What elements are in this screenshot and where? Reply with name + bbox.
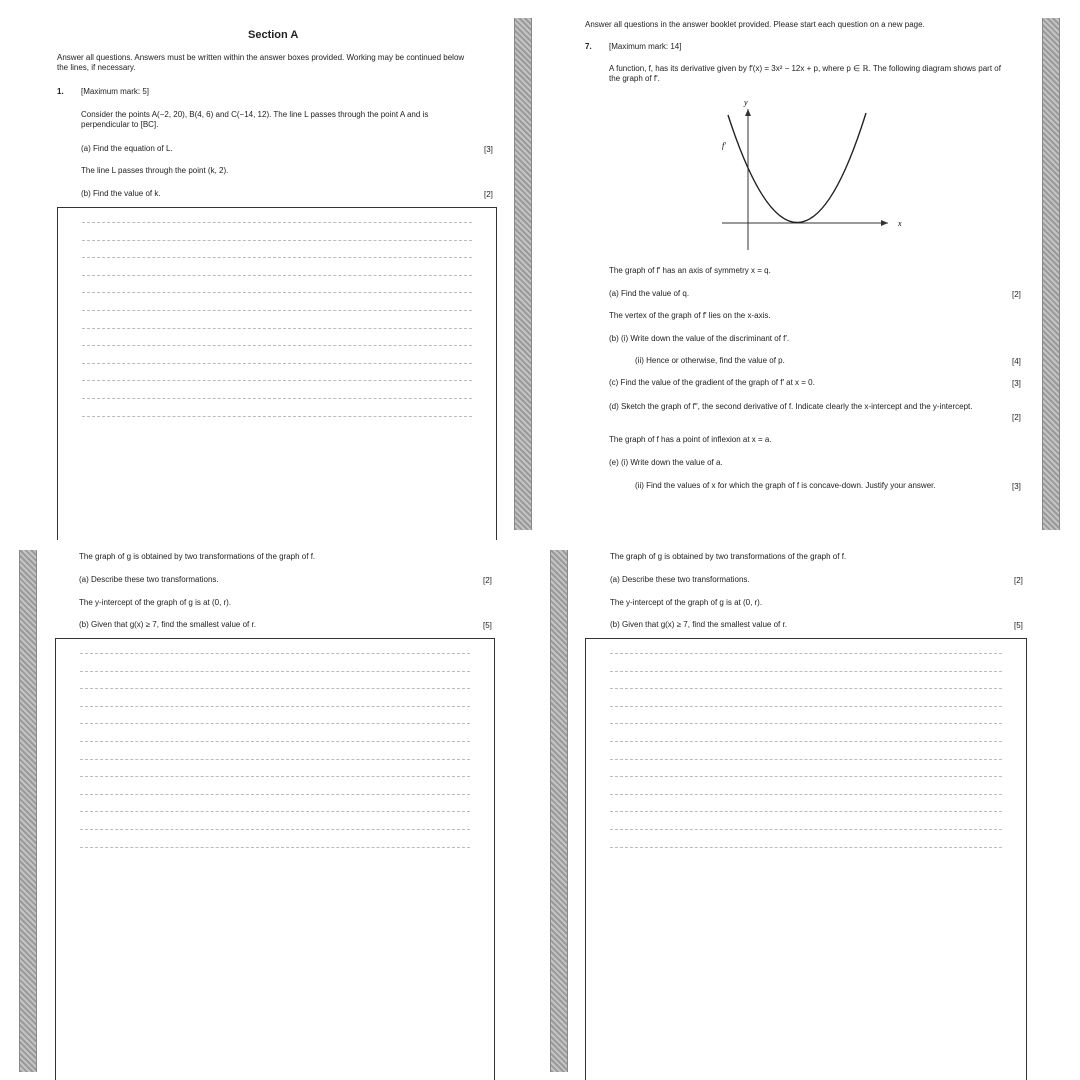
part-b-ii: (ii) Hence or otherwise, find the value of p.: [635, 356, 785, 365]
question-intro: A function, f, has its derivative given by f′(x) = 3x² − 12x + p, where p ∈ ℝ. The following diagram shows part of the graph of f′.: [609, 64, 1001, 83]
part-b-mark: [4]: [1012, 357, 1021, 366]
answer-lines: [610, 653, 1002, 864]
part-a: (a) Find the equation of L.: [81, 144, 173, 153]
y-axis-label: y: [744, 98, 748, 107]
answer-box[interactable]: [55, 638, 495, 1080]
inflexion-text: The graph of f has a point of inflexion at x = a.: [609, 435, 772, 444]
part-c: (c) Find the value of the gradient of the graph of f′ at x = 0.: [609, 378, 815, 387]
instructions: Answer all questions in the answer booklet provided. Please start each question on a new page.: [585, 20, 925, 29]
instructions: Answer all questions. Answers must be written within the answer boxes provided. Working may be continued below the lines, if necessary.: [57, 53, 465, 72]
part-a-mark: [3]: [484, 145, 493, 154]
question-intro: The graph of g is obtained by two transformations of the graph of f.: [79, 552, 316, 561]
part-b-mark: [5]: [483, 621, 492, 630]
part-a-mark: [2]: [1012, 290, 1021, 299]
y-axis-arrow: [745, 109, 751, 116]
f-prime-curve: [728, 113, 866, 223]
symmetry-text: The graph of f′ has an axis of symmetry x = q.: [609, 266, 771, 275]
answer-lines: [82, 222, 472, 433]
y-intercept-text: The y-intercept of the graph of g is at (0, r).: [79, 598, 232, 607]
question-max-mark: [Maximum mark: 14]: [609, 42, 682, 51]
curve-label: f′: [722, 141, 726, 150]
part-a-mark: [2]: [483, 576, 492, 585]
exam-page-top-right: [540, 0, 1080, 540]
exam-page-bottom-right: [540, 540, 1080, 1080]
exam-page-top-left: [0, 0, 540, 540]
question-intro: Consider the points A(−2, 20), B(4, 6) and C(−14, 12). The line L passes through the point A and is perpendicular to [BC].: [81, 110, 429, 129]
y-intercept-text: The y-intercept of the graph of g is at (0, r).: [610, 598, 763, 607]
part-e-ii: (ii) Find the values of x for which the graph of f is concave-down. Justify your answer.: [635, 481, 936, 490]
part-d: (d) Sketch the graph of f″, the second derivative of f. Indicate clearly the x-intercept and the y-intercept.: [609, 402, 973, 411]
part-b: (b) Find the value of k.: [81, 189, 161, 198]
page-edge-strip: [19, 550, 37, 1072]
part-intro: The line L passes through the point (k, 2).: [81, 166, 229, 175]
x-axis-label: x: [898, 219, 902, 228]
exam-page-bottom-left: [0, 540, 540, 1080]
part-a-mark: [2]: [1014, 576, 1023, 585]
question-number: 1.: [57, 87, 64, 96]
answer-lines: [80, 653, 470, 864]
part-b: (b) Given that g(x) ≥ 7, find the smallest value of r.: [610, 620, 787, 629]
question-number: 7.: [585, 42, 592, 51]
vertex-text: The vertex of the graph of f′ lies on the x-axis.: [609, 311, 771, 320]
part-e-i: (e) (i) Write down the value of a.: [609, 458, 723, 467]
section-title: Section A: [248, 29, 299, 41]
part-a: (a) Describe these two transformations.: [610, 575, 750, 584]
x-axis-arrow: [881, 220, 888, 226]
question-max-mark: [Maximum mark: 5]: [81, 87, 150, 96]
page-edge-strip: [514, 18, 532, 530]
question-intro: The graph of g is obtained by two transformations of the graph of f.: [610, 552, 847, 561]
answer-box[interactable]: [585, 638, 1027, 1080]
part-a: (a) Find the value of q.: [609, 289, 690, 298]
part-b-mark: [5]: [1014, 621, 1023, 630]
page-edge-strip: [550, 550, 568, 1072]
part-c-mark: [3]: [1012, 379, 1021, 388]
part-a: (a) Describe these two transformations.: [79, 575, 219, 584]
answer-box[interactable]: [57, 207, 497, 540]
part-b-mark: [2]: [484, 190, 493, 199]
part-b: (b) Given that g(x) ≥ 7, find the smallest value of r.: [79, 620, 256, 629]
part-d-mark: [2]: [1012, 413, 1021, 422]
part-e-mark: [3]: [1012, 482, 1021, 491]
page-edge-strip: [1042, 18, 1060, 530]
derivative-graph: [710, 95, 910, 255]
part-b-i: (b) (i) Write down the value of the discriminant of f′.: [609, 334, 790, 343]
